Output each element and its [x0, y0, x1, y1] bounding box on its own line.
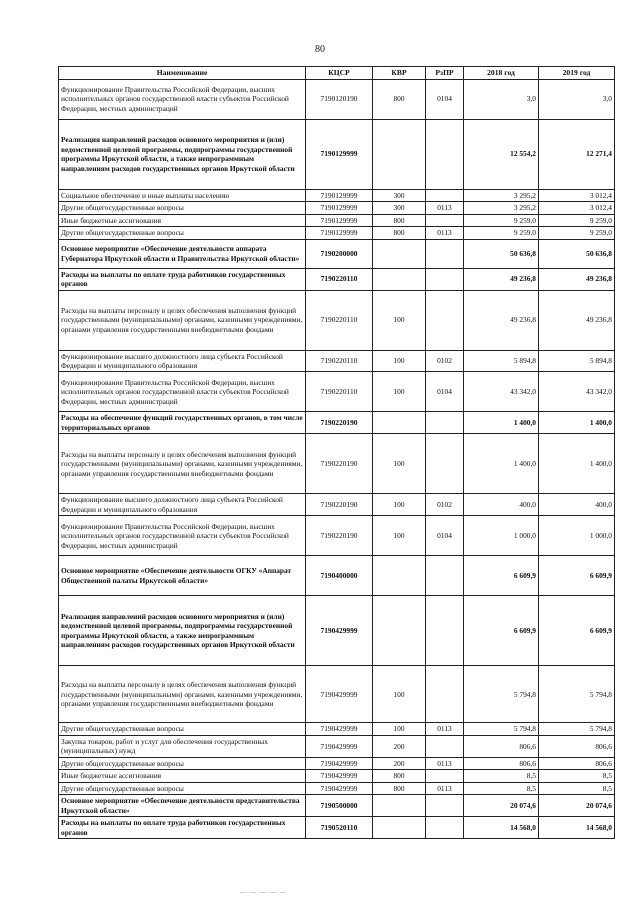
cell-rzpr: [426, 795, 464, 817]
cell-name: Другие общегосударственные вопросы: [59, 723, 306, 735]
cell-kvr: [373, 412, 426, 434]
cell-kvr: 200: [373, 757, 426, 769]
cell-name: Расходы на выплаты персоналу в целях обеспечения выполнения функций государственными (муниципальными) органами, казенными учреждениями, органами управления государственными внебюджетными фондами: [59, 290, 306, 350]
header-2019: 2019 год: [539, 67, 615, 80]
cell-kvr: [373, 268, 426, 290]
table-header-row: [59, 67, 615, 80]
cell-2019: 3 012,4: [539, 189, 615, 201]
cell-rzpr: 0102: [426, 350, 464, 372]
cell-2018: 5 894,8: [464, 350, 539, 372]
table-row: [59, 434, 615, 494]
cell-kcsr: 7190220190: [306, 516, 373, 556]
page-number: 80: [315, 44, 325, 55]
cell-2019: 12 271,4: [539, 119, 615, 189]
table-row: [59, 227, 615, 239]
cell-name: Основное мероприятие «Обеспечение деятельности аппарата Губернатора Иркутской области и Правительства Иркутской области»: [59, 239, 306, 268]
cell-name: Функционирование Правительства Российской Федерации, высших исполнительных органов государственной власти субъектов Российской Федерации, местных администраций: [59, 372, 306, 412]
cell-2019: 1 400,0: [539, 434, 615, 494]
cell-kcsr: 7190120190: [306, 79, 373, 119]
cell-2018: 3 295,2: [464, 189, 539, 201]
cell-2018: 9 259,0: [464, 214, 539, 226]
cell-kcsr: 7190200000: [306, 239, 373, 268]
cell-2018: 1 400,0: [464, 412, 539, 434]
cell-kcsr: 7190129999: [306, 189, 373, 201]
cell-rzpr: [426, 189, 464, 201]
header-2018: 2018 год: [464, 67, 539, 80]
cell-name: Расходы на выплаты персоналу в целях обеспечения выполнения функций государственными (муниципальными) органами, казенными учреждениями, органами управления государственными внебюджетными фондами: [59, 666, 306, 723]
cell-rzpr: 0113: [426, 782, 464, 794]
table-row: [59, 79, 615, 119]
table-row: [59, 119, 615, 189]
cell-rzpr: 0113: [426, 757, 464, 769]
table-row: [59, 770, 615, 782]
cell-kvr: [373, 119, 426, 189]
cell-2019: 6 609,9: [539, 596, 615, 666]
cell-2018: 8,5: [464, 770, 539, 782]
table-row: [59, 782, 615, 794]
cell-kvr: 100: [373, 290, 426, 350]
cell-kvr: 100: [373, 723, 426, 735]
cell-name: Расходы на выплаты персоналу в целях обеспечения выполнения функций государственными (муниципальными) органами, казенными учреждениями, органами управления государственными внебюджетными фондами: [59, 434, 306, 494]
cell-kvr: 800: [373, 782, 426, 794]
table-row: [59, 494, 615, 516]
cell-kcsr: 7190129999: [306, 227, 373, 239]
cell-2018: 50 636,8: [464, 239, 539, 268]
cell-name: Функционирование Правительства Российской Федерации, высших исполнительных органов государственной власти субъектов Российской Федерации, местных администраций: [59, 79, 306, 119]
cell-name: Иные бюджетные ассигнования: [59, 214, 306, 226]
cell-kvr: 300: [373, 189, 426, 201]
cell-rzpr: [426, 119, 464, 189]
cell-kvr: 100: [373, 494, 426, 516]
table-row: [59, 666, 615, 723]
cell-2018: 3,0: [464, 79, 539, 119]
cell-kcsr: 7190429999: [306, 770, 373, 782]
table-row: [59, 795, 615, 817]
cell-2018: 14 568,0: [464, 817, 539, 839]
cell-name: Основное мероприятие «Обеспечение деятельности представительства Иркутской области»: [59, 795, 306, 817]
cell-2018: 49 236,8: [464, 290, 539, 350]
cell-2018: 3 295,2: [464, 202, 539, 214]
cell-2019: 49 236,8: [539, 290, 615, 350]
cell-rzpr: [426, 268, 464, 290]
table-row: [59, 556, 615, 596]
cell-rzpr: 0104: [426, 372, 464, 412]
cell-2019: 3,0: [539, 79, 615, 119]
cell-2018: 806,6: [464, 735, 539, 757]
cell-2018: 1 400,0: [464, 434, 539, 494]
cell-name: Реализация направлений расходов основного мероприятия и (или) ведомственной целевой программы, подпрограммы государственной программы Иркутской области, а также непрограммным направлениям расходов государственных органов Иркутской области: [59, 119, 306, 189]
table-row: [59, 817, 615, 839]
cell-kcsr: 7190220110: [306, 268, 373, 290]
cell-kcsr: 7190429999: [306, 723, 373, 735]
cell-2018: 49 236,8: [464, 268, 539, 290]
cell-2018: 6 609,9: [464, 596, 539, 666]
cell-rzpr: [426, 817, 464, 839]
cell-rzpr: 0104: [426, 516, 464, 556]
table-row: [59, 596, 615, 666]
cell-kcsr: 7190429999: [306, 735, 373, 757]
cell-kvr: 100: [373, 434, 426, 494]
cell-kvr: 300: [373, 202, 426, 214]
cell-kvr: 800: [373, 227, 426, 239]
table-row: [59, 723, 615, 735]
table-row: [59, 268, 615, 290]
cell-2018: 5 794,8: [464, 723, 539, 735]
cell-rzpr: [426, 214, 464, 226]
cell-name: Другие общегосударственные вопросы: [59, 782, 306, 794]
cell-rzpr: [426, 290, 464, 350]
cell-2018: 6 609,9: [464, 556, 539, 596]
cell-2018: 400,0: [464, 494, 539, 516]
cell-name: Иные бюджетные ассигнования: [59, 770, 306, 782]
cell-name: Функционирование Правительства Российской Федерации, высших исполнительных органов государственной власти субъектов Российской Федерации, местных администраций: [59, 516, 306, 556]
table-row: [59, 412, 615, 434]
cell-2018: 1 000,0: [464, 516, 539, 556]
cell-name: Функционирование высшего должностного лица субъекта Российской Федерации и муниципального образования: [59, 350, 306, 372]
cell-2019: 8,5: [539, 782, 615, 794]
cell-rzpr: [426, 556, 464, 596]
footer-marks: —·—·—·—·—: [240, 890, 287, 896]
cell-2018: 806,6: [464, 757, 539, 769]
cell-2018: 43 342,0: [464, 372, 539, 412]
cell-2019: 5 794,8: [539, 666, 615, 723]
cell-rzpr: 0102: [426, 494, 464, 516]
table-row: [59, 239, 615, 268]
cell-kcsr: 7190129999: [306, 214, 373, 226]
cell-2019: 50 636,8: [539, 239, 615, 268]
cell-kvr: 100: [373, 516, 426, 556]
table-row: [59, 516, 615, 556]
cell-kvr: [373, 817, 426, 839]
cell-2018: 20 074,6: [464, 795, 539, 817]
cell-name: Социальное обеспечение и иные выплаты населению: [59, 189, 306, 201]
table-row: [59, 372, 615, 412]
cell-name: Реализация направлений расходов основного мероприятия и (или) ведомственной целевой программы, подпрограммы государственной программы Иркутской области, а также непрограммным направлениям расходов государственных органов Иркутской области: [59, 596, 306, 666]
cell-kvr: [373, 795, 426, 817]
cell-2019: 3 012,4: [539, 202, 615, 214]
cell-rzpr: 0113: [426, 202, 464, 214]
cell-2019: 5 894,8: [539, 350, 615, 372]
table-row: [59, 202, 615, 214]
header-kcsr: КЦСР: [306, 67, 373, 80]
cell-kcsr: 7190429999: [306, 666, 373, 723]
cell-name: Расходы на выплаты по оплате труда работников государственных органов: [59, 817, 306, 839]
table-row: [59, 189, 615, 201]
cell-rzpr: [426, 412, 464, 434]
cell-2019: 6 609,9: [539, 556, 615, 596]
cell-kcsr: 7190129999: [306, 202, 373, 214]
cell-rzpr: 0113: [426, 227, 464, 239]
table-row: [59, 350, 615, 372]
cell-2019: 806,6: [539, 735, 615, 757]
cell-name: Другие общегосударственные вопросы: [59, 202, 306, 214]
table-row: [59, 214, 615, 226]
cell-kcsr: 7190429999: [306, 596, 373, 666]
table-row: [59, 290, 615, 350]
cell-rzpr: [426, 434, 464, 494]
cell-2019: 8,5: [539, 770, 615, 782]
cell-kcsr: 7190429999: [306, 782, 373, 794]
cell-name: Закупка товаров, работ и услуг для обеспечения государственных (муниципальных) нужд: [59, 735, 306, 757]
cell-kvr: 200: [373, 735, 426, 757]
cell-name: Функционирование высшего должностного лица субъекта Российской Федерации и муниципального образования: [59, 494, 306, 516]
cell-kcsr: 7190220190: [306, 434, 373, 494]
cell-rzpr: [426, 735, 464, 757]
cell-name: Расходы на обеспечение функций государственных органов, в том числе территориальных органов: [59, 412, 306, 434]
cell-rzpr: [426, 239, 464, 268]
cell-name: Основное мероприятие «Обеспечение деятельности ОГКУ «Аппарат Общественной палаты Иркутской области»: [59, 556, 306, 596]
header-kvr: КВР: [373, 67, 426, 80]
cell-name: Расходы на выплаты по оплате труда работников государственных органов: [59, 268, 306, 290]
cell-kvr: [373, 596, 426, 666]
cell-kcsr: 7190220110: [306, 372, 373, 412]
table-body: [59, 79, 615, 838]
cell-2018: 9 259,0: [464, 227, 539, 239]
cell-kcsr: 7190220110: [306, 290, 373, 350]
cell-rzpr: [426, 666, 464, 723]
cell-rzpr: 0104: [426, 79, 464, 119]
cell-name: Другие общегосударственные вопросы: [59, 757, 306, 769]
cell-rzpr: [426, 596, 464, 666]
cell-2019: 9 259,0: [539, 227, 615, 239]
cell-kcsr: 7190220190: [306, 412, 373, 434]
cell-rzpr: [426, 770, 464, 782]
table-row: [59, 757, 615, 769]
cell-2019: 20 074,6: [539, 795, 615, 817]
cell-kcsr: 7190500000: [306, 795, 373, 817]
cell-kvr: 100: [373, 666, 426, 723]
cell-2019: 49 236,8: [539, 268, 615, 290]
header-name: Наименование: [59, 67, 306, 80]
cell-kcsr: 7190520110: [306, 817, 373, 839]
cell-kvr: 800: [373, 770, 426, 782]
cell-kcsr: 7190220190: [306, 494, 373, 516]
cell-2018: 8,5: [464, 782, 539, 794]
cell-kvr: 800: [373, 214, 426, 226]
budget-table: [58, 66, 615, 839]
cell-kvr: [373, 556, 426, 596]
cell-2019: 43 342,0: [539, 372, 615, 412]
cell-2019: 806,6: [539, 757, 615, 769]
cell-2019: 1 400,0: [539, 412, 615, 434]
cell-2018: 12 554,2: [464, 119, 539, 189]
cell-2019: 14 568,0: [539, 817, 615, 839]
cell-kvr: 100: [373, 372, 426, 412]
cell-kcsr: 7190400000: [306, 556, 373, 596]
cell-kcsr: 7190129999: [306, 119, 373, 189]
cell-kvr: [373, 239, 426, 268]
cell-kcsr: 7190220110: [306, 350, 373, 372]
cell-kcsr: 7190429999: [306, 757, 373, 769]
cell-kvr: 100: [373, 350, 426, 372]
cell-2018: 5 794,8: [464, 666, 539, 723]
table-row: [59, 735, 615, 757]
cell-2019: 1 000,0: [539, 516, 615, 556]
cell-2019: 400,0: [539, 494, 615, 516]
cell-kvr: 800: [373, 79, 426, 119]
cell-2019: 9 259,0: [539, 214, 615, 226]
cell-rzpr: 0113: [426, 723, 464, 735]
cell-name: Другие общегосударственные вопросы: [59, 227, 306, 239]
cell-2019: 5 794,8: [539, 723, 615, 735]
header-rzpr: РзПР: [426, 67, 464, 80]
